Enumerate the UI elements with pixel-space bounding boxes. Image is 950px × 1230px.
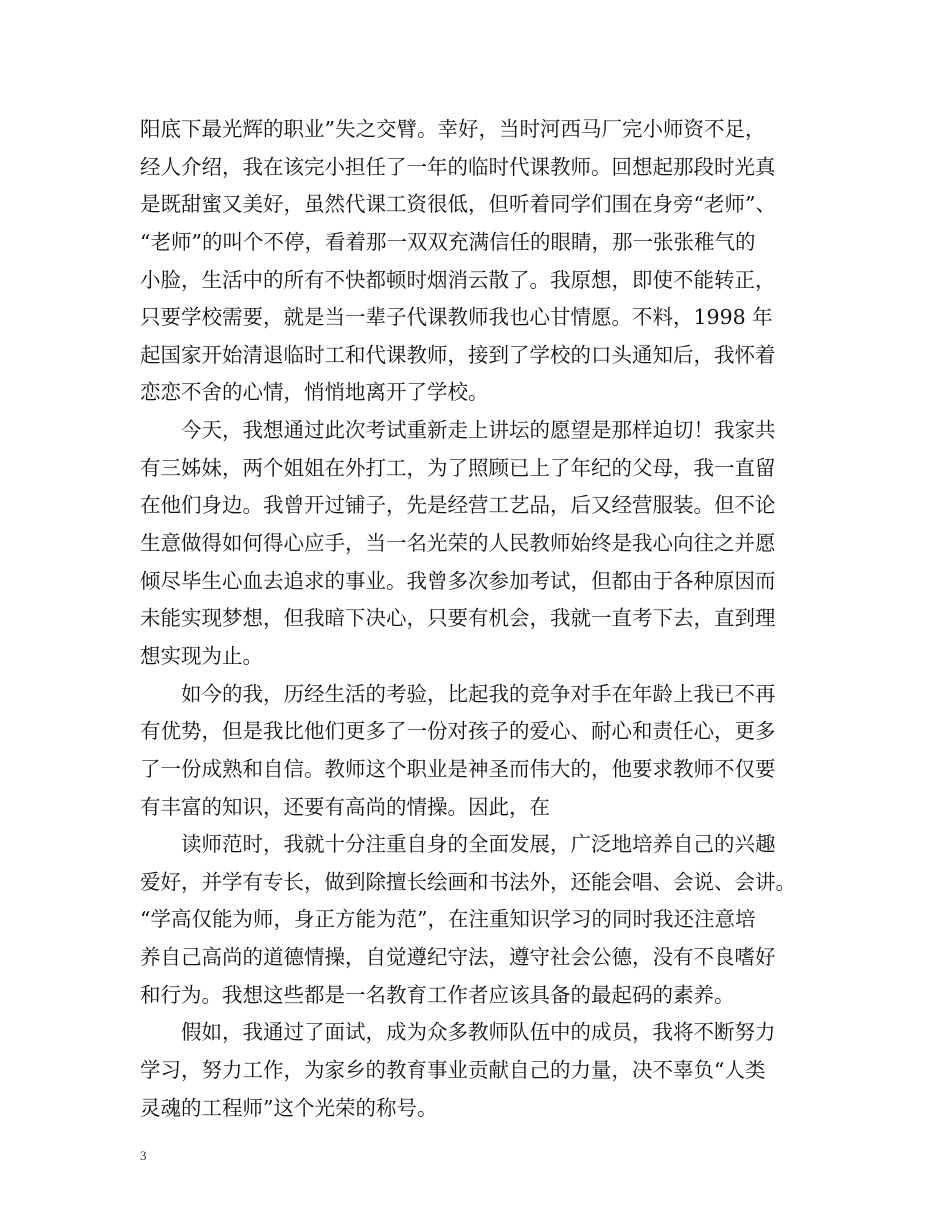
text-line: 小脸，生活中的所有不快都顿时烟消云散了。我原想，即使不能转正， <box>140 267 776 292</box>
text-line: 学习，努力工作，为家乡的教育事业贡献自己的力量，决不辜负“人类 <box>140 1058 766 1083</box>
page-number: 3 <box>140 1148 147 1163</box>
text-line: 阳底下最光辉的职业”失之交臂。幸好，当时河西马厂完小师资不足， <box>140 117 766 141</box>
text-line: 有三姊妹，两个姐姐在外打工，为了照顾已上了年纪的父母，我一直留 <box>140 455 776 480</box>
body-text <box>140 111 820 1127</box>
text-line: 经人介绍，我在该完小担任了一年的临时代课教师。回想起那段时光真 <box>140 154 776 179</box>
text-line: 是既甜蜜又美好，虽然代课工资很低，但听着同学们围在身旁“老师”、 <box>140 192 776 217</box>
text-line: 读师范时，我就十分注重自身的全面发展，广泛地培养自己的兴趣 <box>140 832 776 857</box>
text-line: 生意做得如何得心应手，当一名光荣的人民教师始终是我心向往之并愿 <box>140 531 776 556</box>
text-line: 有优势，但是我比他们更多了一份对孩子的爱心、耐心和责任心，更多 <box>140 719 776 744</box>
text-line: 养自己高尚的道德情操，自觉遵纪守法，遵守社会公德，没有不良嗜好 <box>140 945 776 970</box>
text-line: 起国家开始清退临时工和代课教师，接到了学校的口头通知后，我怀着 <box>140 342 776 367</box>
text-line: 假如，我通过了面试，成为众多教师队伍中的成员，我将不断努力 <box>140 1020 776 1045</box>
text-line: 未能实现梦想，但我暗下决心，只要有机会，我就一直考下去，直到理 <box>140 606 776 631</box>
text-line: 恋恋不舍的心情，悄悄地离开了学校。 <box>140 380 489 405</box>
text-line: 只要学校需要，就是当一辈子代课教师我也心甘情愿。不料，1998 年 <box>140 305 773 330</box>
text-line: 灵魂的工程师”这个光荣的称号。 <box>140 1095 438 1120</box>
text-line: 如今的我，历经生活的考验，比起我的竞争对手在年龄上我已不再 <box>140 681 776 706</box>
text-line: 在他们身边。我曾开过铺子，先是经营工艺品，后又经营服装。但不论 <box>140 493 776 518</box>
text-line: 今天，我想通过此次考试重新走上讲坛的愿望是那样迫切！我家共 <box>140 418 776 443</box>
text-line: 和行为。我想这些都是一名教育工作者应该具备的最起码的素养。 <box>140 982 735 1007</box>
text-line: “老师”的叫个不停，看着那一双双充满信任的眼睛，那一张张稚气的 <box>140 229 756 254</box>
text-line: “学高仅能为师，身正方能为范”，在注重知识学习的同时我还注意培 <box>140 907 756 932</box>
text-line: 倾尽毕生心血去追求的事业。我曾多次参加考试，但都由于各种原因而 <box>140 568 776 593</box>
text-line: 有丰富的知识，还要有高尚的情操。因此，在 <box>140 794 550 819</box>
text-line: 了一份成熟和自信。教师这个职业是神圣而伟大的，他要求教师不仅要 <box>140 756 776 781</box>
text-line: 想实现为止。 <box>140 643 263 668</box>
text-line: 爱好，并学有专长，做到除擅长绘画和书法外，还能会唱、会说、会讲。 <box>140 869 796 894</box>
